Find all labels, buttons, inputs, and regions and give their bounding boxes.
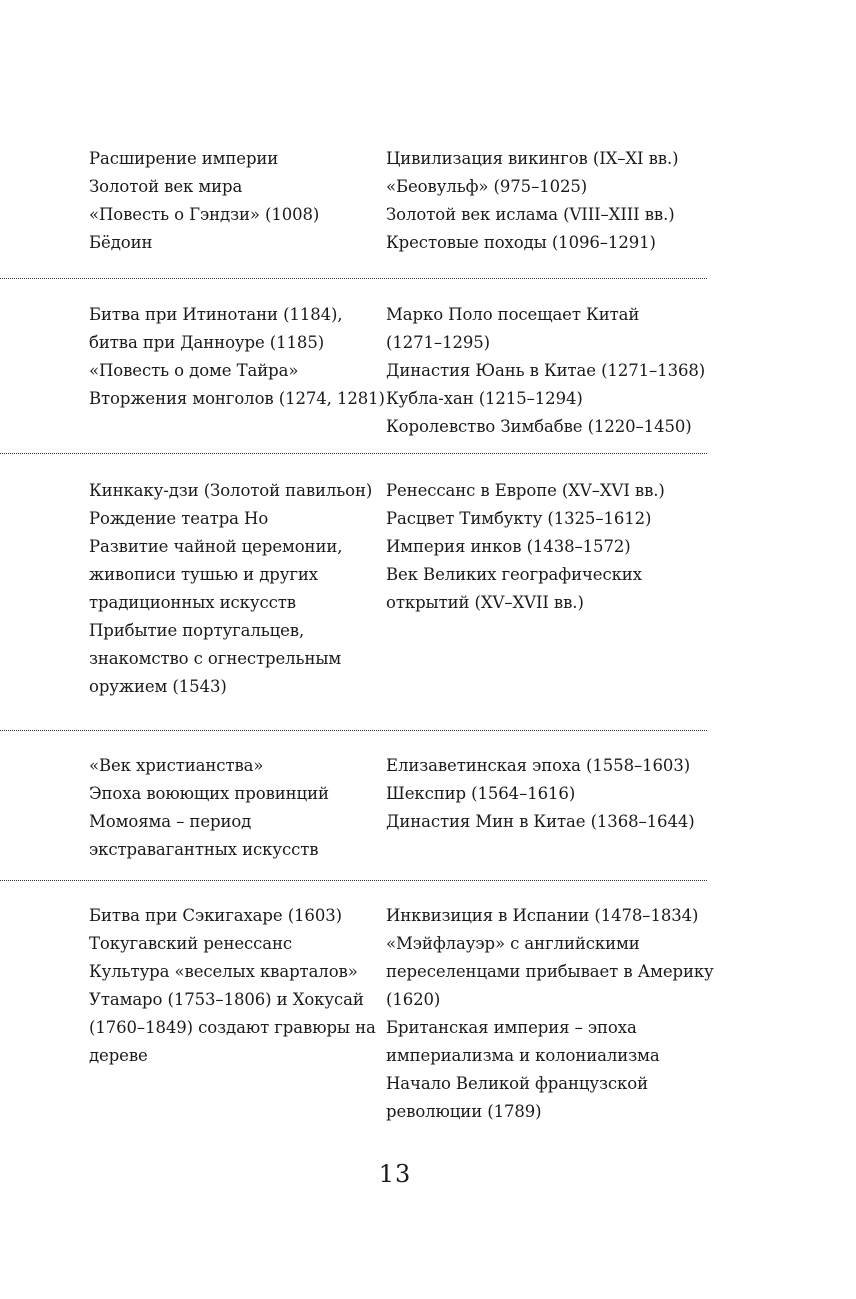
event-line: Эпоха воюющих провинций <box>89 784 329 803</box>
event-line: Расширение империи <box>89 149 279 168</box>
event-line: «Повесть о Гэндзи» (1008) <box>89 205 320 224</box>
event-line: Культура «веселых кварталов» <box>89 962 358 981</box>
event-line: Кинкаку-дзи (Золотой павильон) <box>89 481 373 500</box>
event-line: «Повесть о доме Тайра» <box>89 361 299 380</box>
event-line: (1271–1295) <box>386 333 491 352</box>
event-line: Крестовые походы (1096–1291) <box>386 233 656 252</box>
event-line: «Век христианства» <box>89 756 264 775</box>
event-line: экстравагантных искусств <box>89 840 319 859</box>
page-number: 13 <box>378 1160 412 1188</box>
event-line: Прибытие португальцев, <box>89 621 305 640</box>
world-events-column <box>386 145 706 257</box>
event-line: Развитие чайной церемонии, <box>89 537 343 556</box>
dotted-divider <box>0 278 707 279</box>
event-line: дереве <box>89 1046 148 1065</box>
event-line: Британская империя – эпоха <box>386 1018 637 1037</box>
event-line: живописи тушью и других <box>89 565 318 584</box>
event-line: революции (1789) <box>386 1102 542 1121</box>
event-line: Бёдоин <box>89 233 153 252</box>
event-line: битва при Данноуре (1185) <box>89 333 325 352</box>
event-line: Токугавский ренессанс <box>89 934 293 953</box>
event-line: Век Великих географических <box>386 565 642 584</box>
dotted-divider <box>0 453 707 454</box>
japan-events-column <box>89 145 369 257</box>
event-line: Золотой век ислама (VIII–XIII вв.) <box>386 205 675 224</box>
event-line: «Беовульф» (975–1025) <box>386 177 588 196</box>
event-line: Момояма – период <box>89 812 252 831</box>
event-line: «Мэйфлауэр» с английскими <box>386 934 640 953</box>
world-events-column <box>386 902 714 1126</box>
event-line: Цивилизация викингов (IX–XI вв.) <box>386 149 679 168</box>
japan-events-column <box>89 301 385 413</box>
event-line: открытий (XV–XVII вв.) <box>386 593 584 612</box>
event-line: Вторжения монголов (1274, 1281) <box>89 389 385 408</box>
event-line: Империя инков (1438–1572) <box>386 537 631 556</box>
event-line: Битва при Сэкигахаре (1603) <box>89 906 342 925</box>
event-line: Битва при Итинотани (1184), <box>89 305 343 324</box>
japan-events-column <box>89 477 373 701</box>
dotted-divider <box>0 880 707 881</box>
event-line: Инквизиция в Испании (1478–1834) <box>386 906 699 925</box>
world-events-column <box>386 752 706 836</box>
event-line: Династия Мин в Китае (1368–1644) <box>386 812 695 831</box>
event-line: Золотой век мира <box>89 177 243 196</box>
event-line: оружием (1543) <box>89 677 227 696</box>
event-line: Кубла-хан (1215–1294) <box>386 389 583 408</box>
event-line: Рождение театра Но <box>89 509 269 528</box>
event-line: традиционных искусств <box>89 593 296 612</box>
event-line: знакомство с огнестрельным <box>89 649 342 668</box>
event-line: Династия Юань в Китае (1271–1368) <box>386 361 706 380</box>
event-line: Королевство Зимбабве (1220–1450) <box>386 417 692 436</box>
event-line: Шекспир (1564–1616) <box>386 784 576 803</box>
event-line: Начало Великой французской <box>386 1074 649 1093</box>
event-line: империализма и колониализма <box>386 1046 660 1065</box>
japan-events-column <box>89 902 376 1070</box>
world-events-column <box>386 301 706 441</box>
event-line: (1760–1849) создают гравюры на <box>89 1018 376 1037</box>
event-line: Расцвет Тимбукту (1325–1612) <box>386 509 652 528</box>
dotted-divider <box>0 730 707 731</box>
world-events-column <box>386 477 706 617</box>
event-line: Марко Поло посещает Китай <box>386 305 640 324</box>
japan-events-column <box>89 752 369 864</box>
event-line: Ренессанс в Европе (XV–XVI вв.) <box>386 481 665 500</box>
event-line: Елизаветинская эпоха (1558–1603) <box>386 756 691 775</box>
event-line: Утамаро (1753–1806) и Хокусай <box>89 990 364 1009</box>
event-line: переселенцами прибывает в Америку <box>386 962 714 981</box>
event-line: (1620) <box>386 990 441 1009</box>
